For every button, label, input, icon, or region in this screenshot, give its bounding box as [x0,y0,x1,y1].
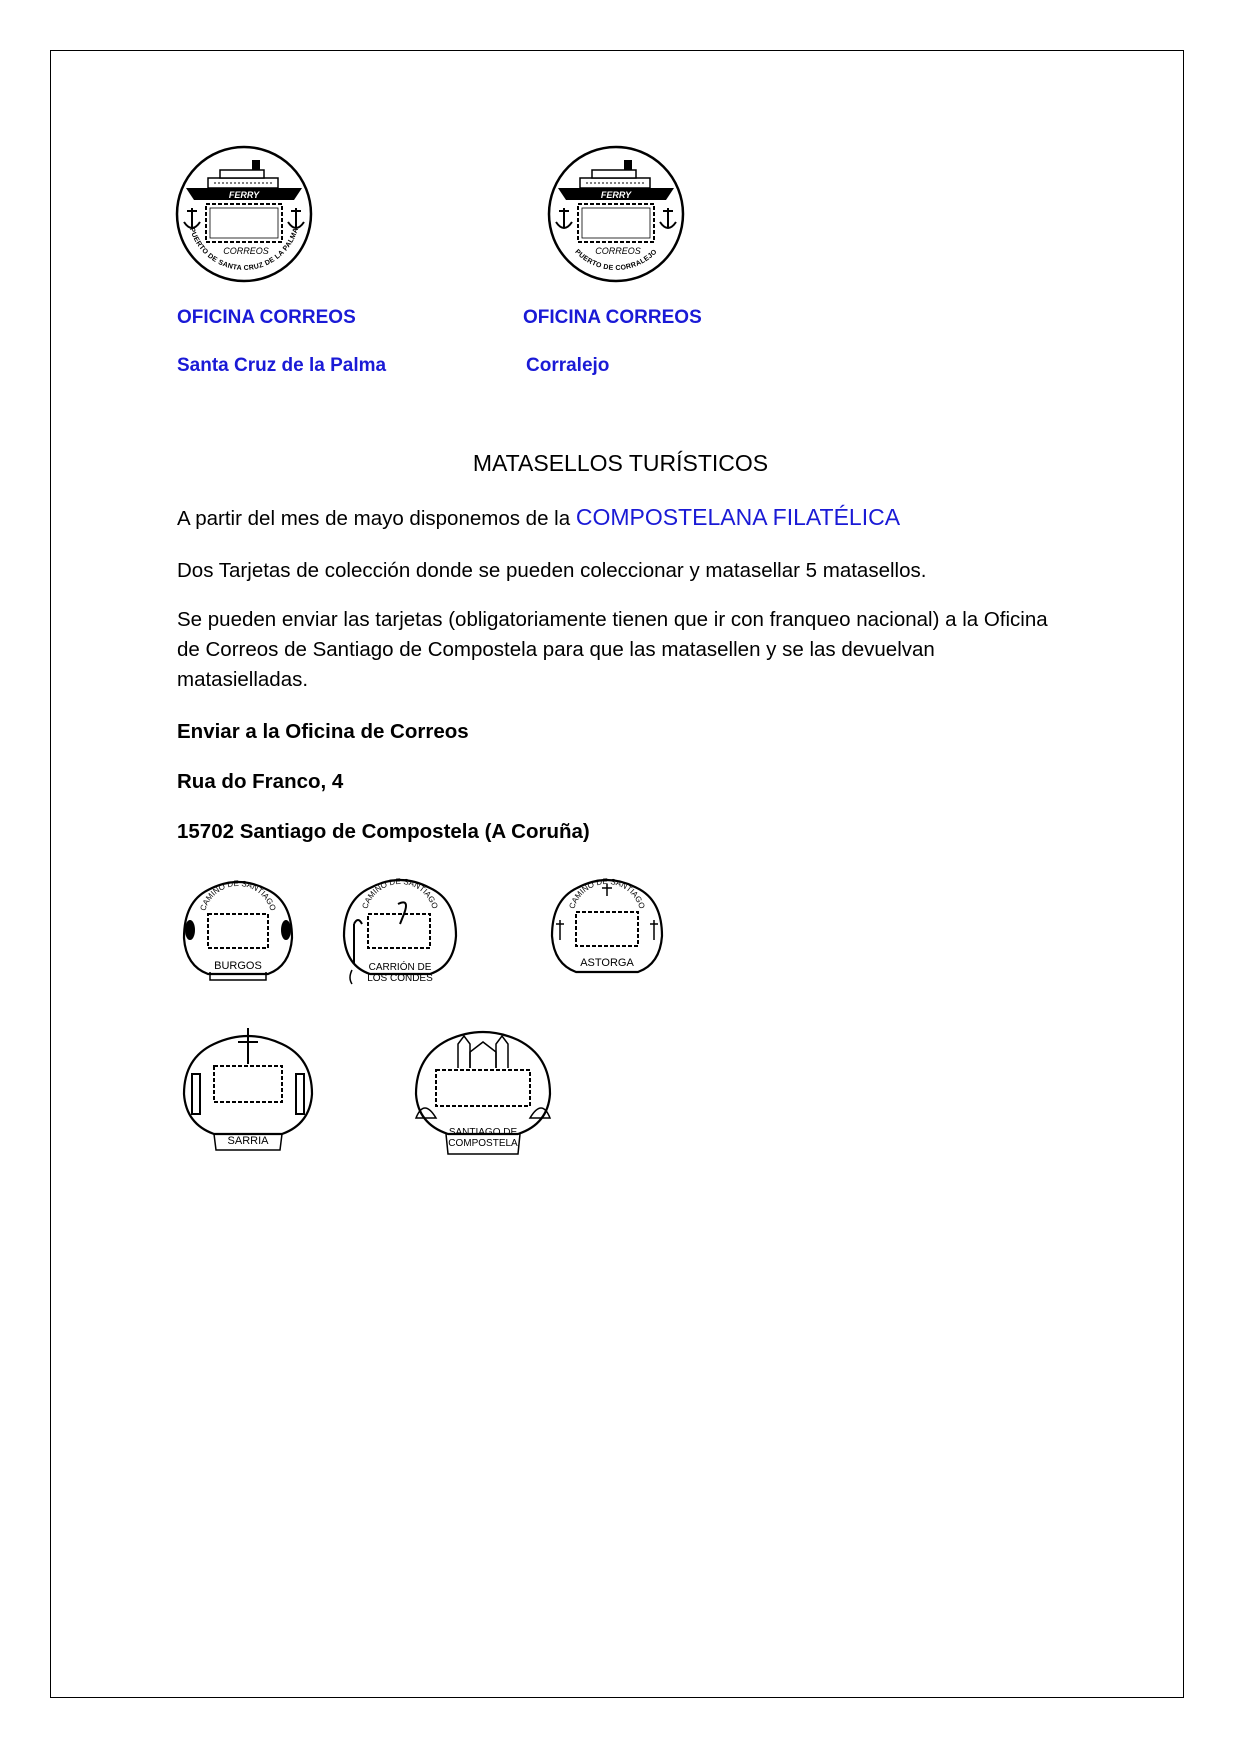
place-label: CARRIÓN DE [368,962,432,973]
ferry-ship-text: FERRY [600,190,632,200]
ferry-postmark-santa-cruz [174,144,314,284]
postmark-sarria [178,1024,318,1154]
postmark-astorga [546,874,668,986]
place-label: ASTORGA [580,957,634,969]
svg-text:CAMINO DE SANTIAGO [360,877,439,910]
paragraph-send: Se pueden enviar las tarjetas (obligatoriamente tienen que ir con franqueo nacional) a la Oficina de Correos de Santiago de Compostela para que las matasellen y se las devuelvan matasielladas. [177,608,1048,691]
address-line-2: Rua do Franco, 4 [177,770,344,793]
address-line-1: Enviar a la Oficina de Correos [177,720,469,743]
intro-highlight: COMPOSTELANA FILATÉLICA [575,504,901,530]
intro-paragraph [177,502,1077,534]
paragraph-cards: Dos Tarjetas de colección donde se pueden coleccionar y matasellar 5 matasellos. [177,559,927,582]
ferry-ring-text: PUERTO DE CORRALEJO [573,248,659,273]
cathedral-icon [458,1036,508,1068]
ferry-ring-text: PUERTO DE SANTA CRUZ DE LA PALMA [187,227,301,273]
place-label: LOS CONDES [367,973,433,984]
office-place-2: Corralejo [526,355,610,376]
correos-logo: CORREOS [595,246,641,256]
section-title: MATASELLOS TURÍSTICOS [472,450,769,476]
scallop-shell-icon [416,1108,550,1118]
place-label: BURGOS [214,960,262,972]
office-label-2: OFICINA CORREOS [523,307,702,328]
office-place-1: Santa Cruz de la Palma [177,355,387,376]
postmark-santiago [408,1022,558,1158]
postmark-burgos [178,876,298,988]
place-label: COMPOSTELA [448,1138,518,1149]
ferry-postmark-corralejo [546,144,686,284]
place-label: SARRIA [227,1135,269,1147]
svg-text:CAMINO DE SANTIAGO [198,879,277,912]
address-line-3: 15702 Santiago de Compostela (A Coruña) [177,820,590,843]
arc-text: CAMINO DE SANTIAGO [198,878,278,912]
intro-text: A partir del mes de mayo disponemos de la [177,507,576,530]
arc-text: CAMINO DE SANTIAGO [567,876,647,910]
ferry-ship-text: FERRY [228,190,260,200]
place-label: SANTIAGO DE [448,1127,518,1138]
office-label-1: OFICINA CORREOS [177,307,356,328]
arc-text: CAMINO DE SANTIAGO [360,876,440,910]
correos-logo: CORREOS [223,246,269,256]
postmark-carrion [338,874,462,990]
